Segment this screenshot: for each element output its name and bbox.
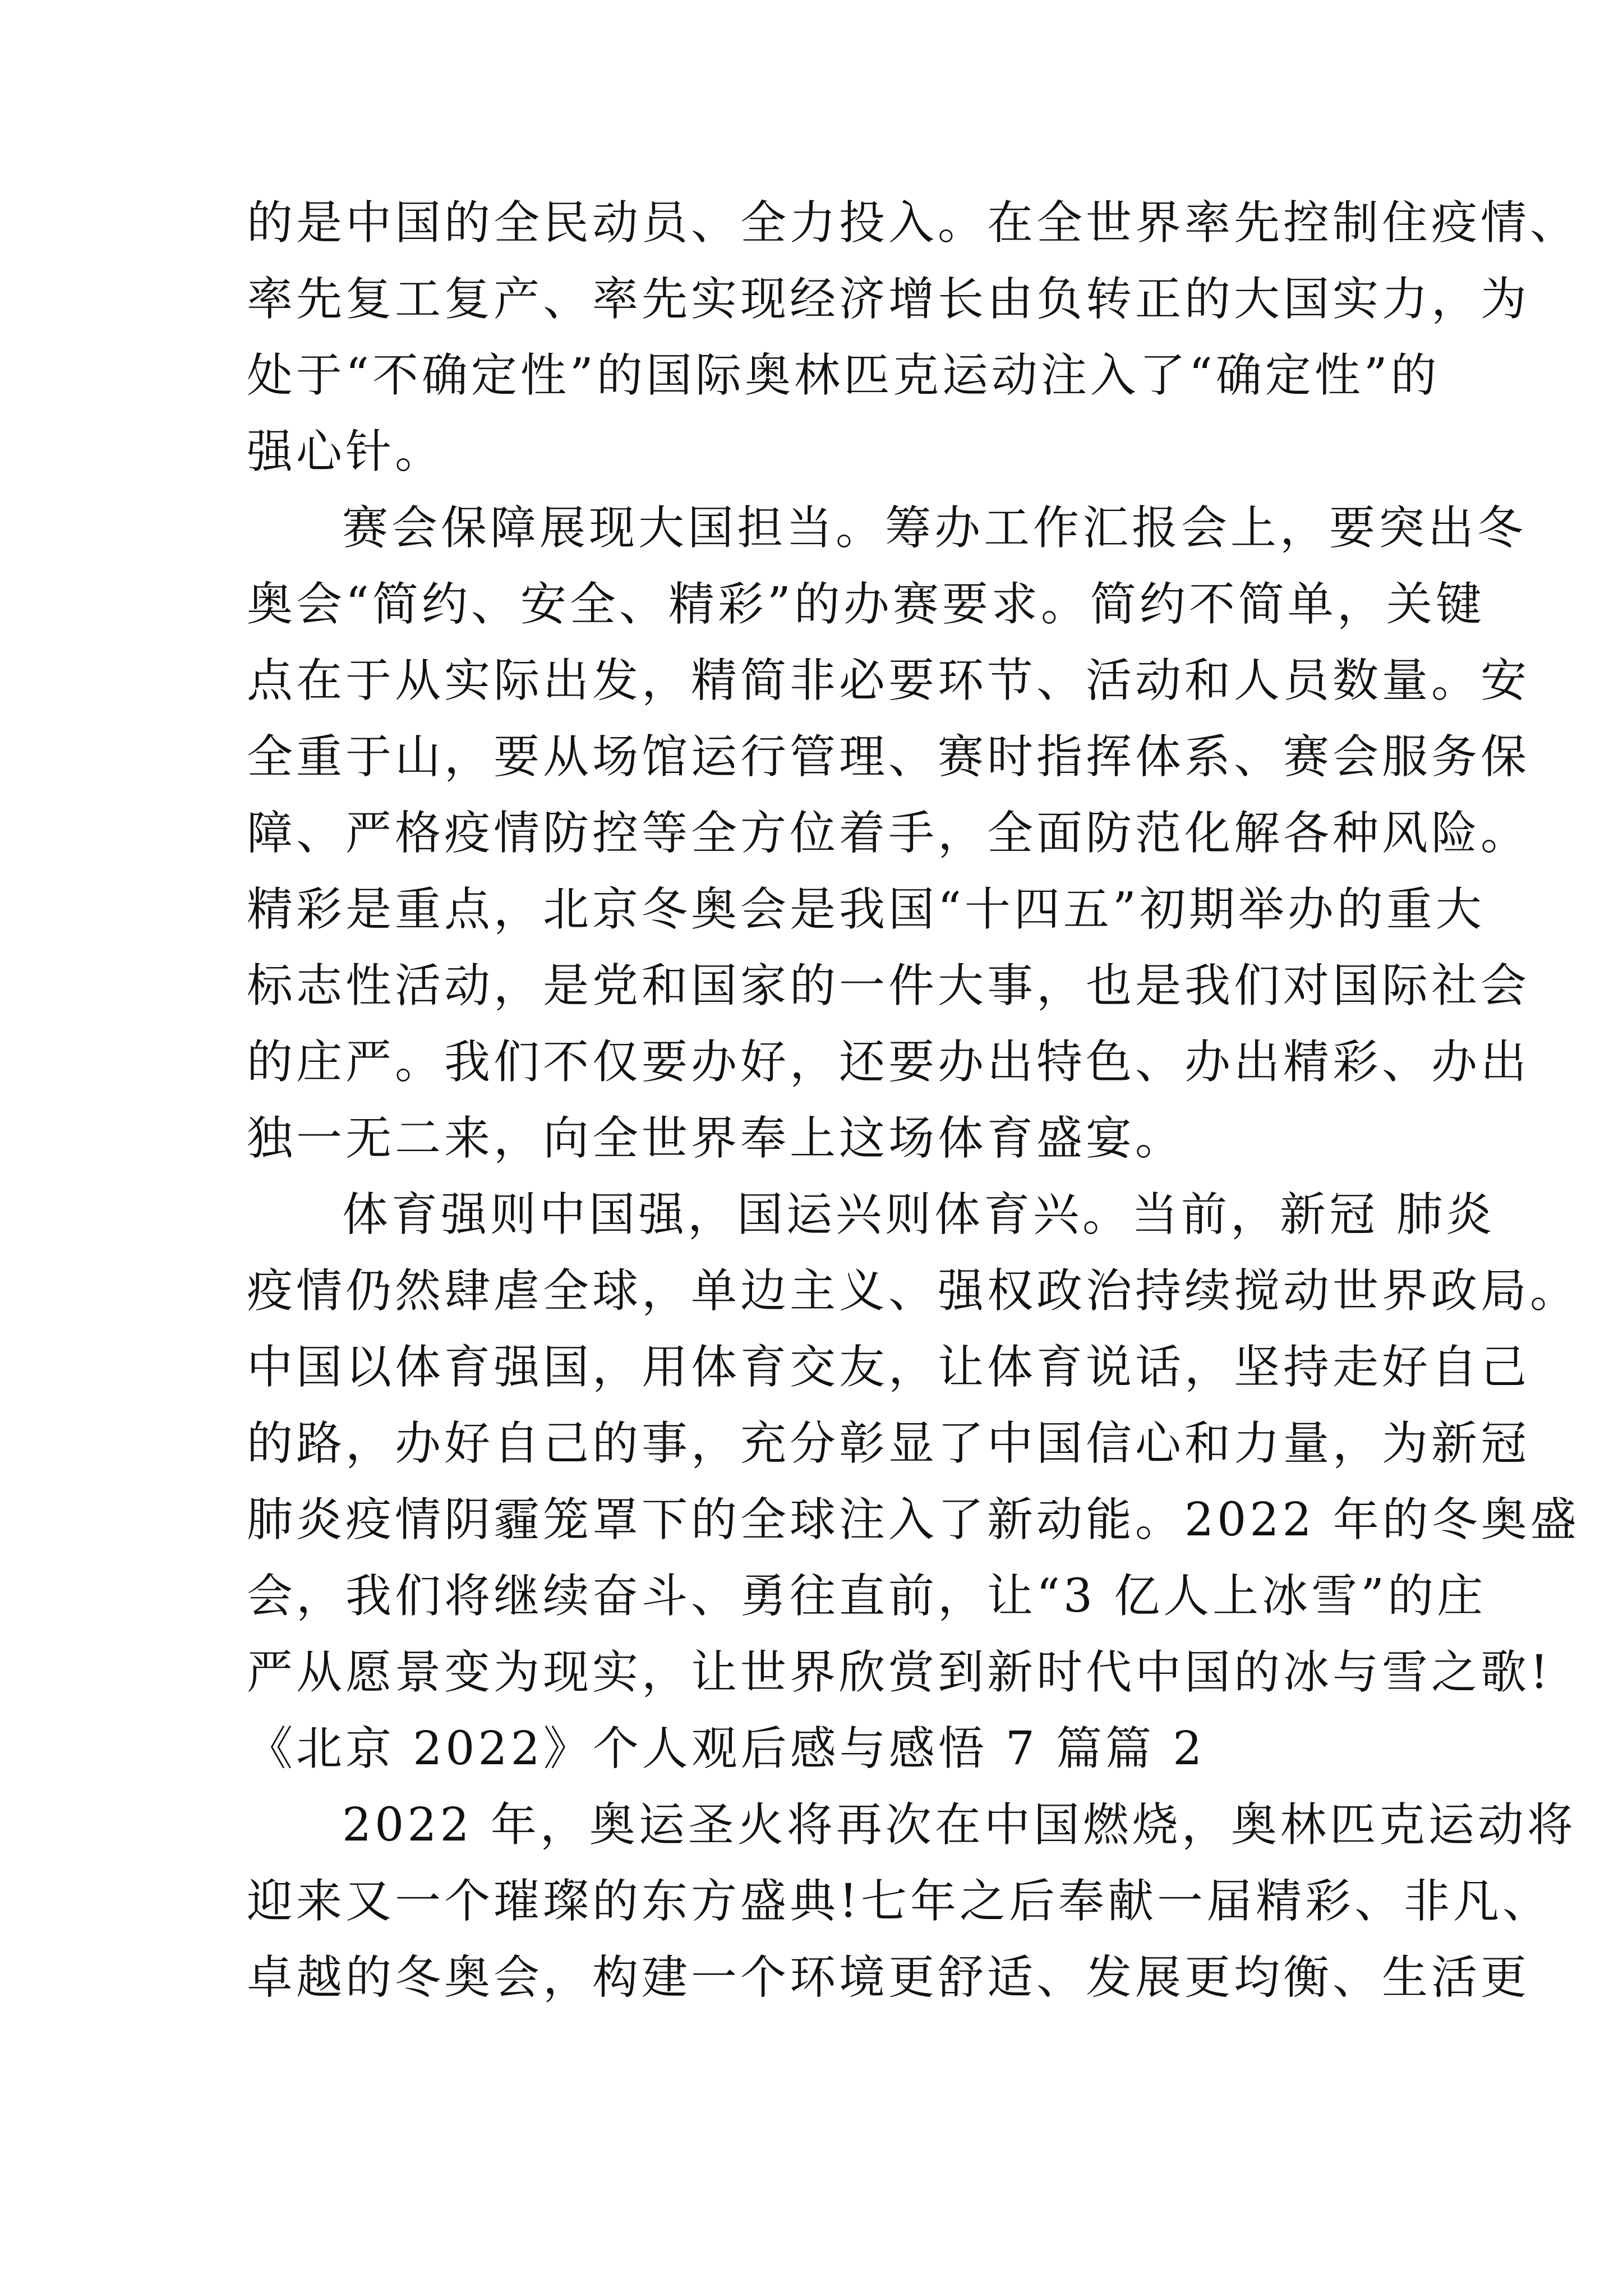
text-line: 疫情仍然肆虐全球，单边主义、强权政治持续搅动世界政局。 [247,1264,1580,1318]
text-line: 障、严格疫情防控等全方位着手，全面防范化解各种风险。 [247,807,1530,860]
text-line: 会，我们将继续奋斗、勇往直前，让“3 亿人上冰雪”的庄 [247,1570,1487,1623]
text-line: 精彩是重点，北京冬奥会是我国“十四五”初期举办的重大 [247,883,1485,936]
text-line: 标志性活动，是党和国家的一件大事，也是我们对国际社会 [247,959,1530,1013]
heading-line: 《北京 2022》个人观后感与感悟 7 篇篇 2 [247,1722,1206,1775]
text-line: 肺炎疫情阴霾笼罩下的全球注入了新动能。2022 年的冬奥盛 [247,1493,1580,1547]
text-line: 处于“不确定性”的国际奥林匹克运动注入了“确定性”的 [247,349,1440,402]
text-line: 迎来又一个璀璨的东方盛典!七年之后奉献一届精彩、非凡、 [247,1875,1552,1928]
text-line: 2022 年，奥运圣火将再次在中国燃烧，奥林匹克运动将 [342,1798,1576,1852]
text-line: 率先复工复产、率先实现经济增长由负转正的大国实力，为 [247,273,1530,326]
text-line: 点在于从实际出发，精简非必要环节、活动和人员数量。安 [247,654,1530,707]
text-line: 严从愿景变为现实，让世界欣赏到新时代中国的冰与雪之歌! [247,1646,1552,1699]
text-line: 体育强则中国强，国运兴则体育兴。当前，新冠 肺炎 [342,1188,1496,1241]
text-line: 奥会“简约、安全、精彩”的办赛要求。简约不简单，关键 [247,578,1485,631]
paragraph [247,1787,1576,2016]
text-line: 中国以体育强国，用体育交友，让体育说话，坚持走好自己 [247,1341,1530,1394]
text-line: 独一无二来，向全世界奉上这场体育盛宴。 [247,1112,1185,1165]
text-line: 的路，办好自己的事，充分彰显了中国信心和力量，为新冠 [247,1417,1530,1470]
paragraph [247,185,1580,490]
document-body [247,185,1580,2016]
section-heading [247,1711,1385,1787]
text-line: 赛会保障展现大国担当。筹办工作汇报会上，要突出冬 [342,501,1527,555]
paragraph [247,490,1530,1177]
text-line: 全重于山，要从场馆运行管理、赛时指挥体系、赛会服务保 [247,730,1530,784]
text-line: 的是中国的全民动员、全力投入。在全世界率先控制住疫情、 [247,196,1580,250]
paragraph [247,1177,1580,1711]
text-line: 的庄严。我们不仅要办好，还要办出特色、办出精彩、办出 [247,1036,1530,1089]
text-line: 卓越的冬奥会，构建一个环境更舒适、发展更均衡、生活更 [247,1951,1530,2004]
text-line: 强心针。 [247,425,445,478]
